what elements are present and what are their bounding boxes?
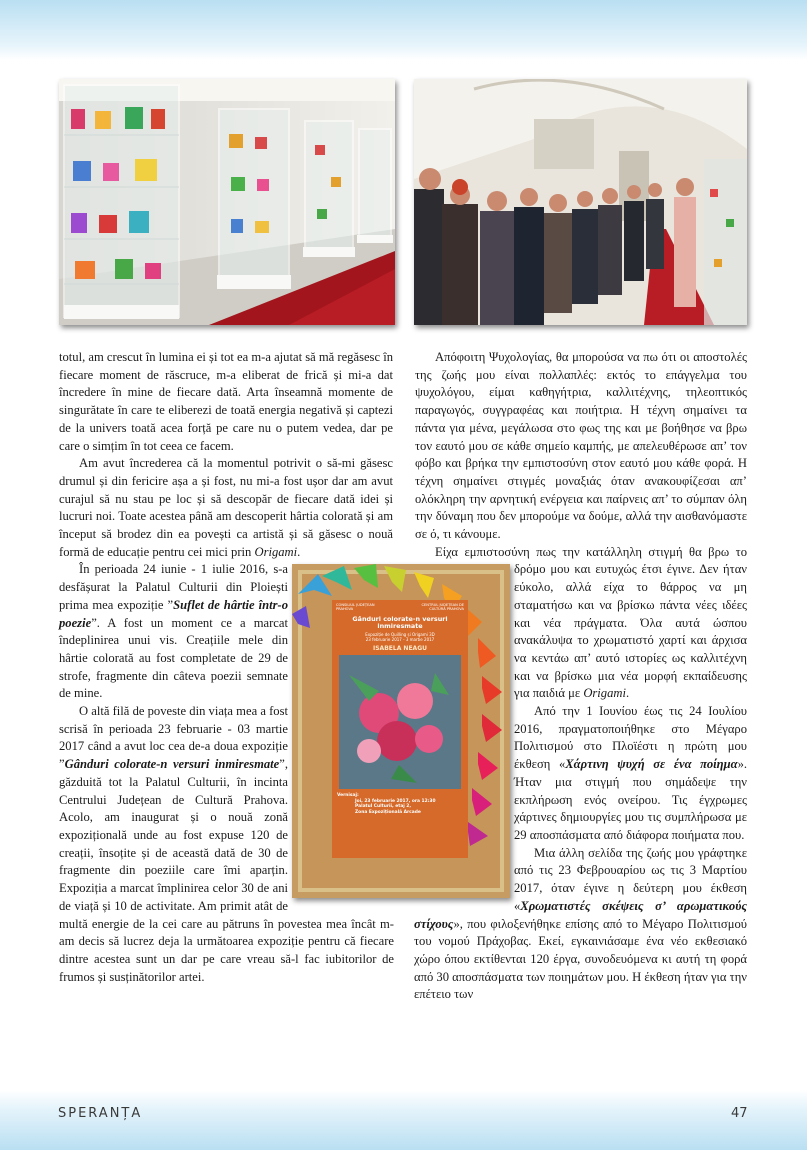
paragraph: În perioada 24 iunie - 1 iulie 2016, s-a desfășurat la Palatul Culturii din Ploiești prima mea expoziție ”Suflet de hârtie într-o poezie”. A fost un moment ce a marcat îndeplinirea unui vis. Creațiile mele din hârtie colorată au fost completate de 29 de strofe, fragmente din câteva poezii semnate de mine. [59, 562, 288, 701]
first-exhibition-title: Χάρτινη ψυχή σε ένα ποίημα [565, 757, 738, 772]
paragraph: Από την 1 Ιουνίου έως τις 24 Ιουλίου 2016, πραγματοποιήθηκε στο Μέγαρο Πολιτισμού στο Πλοϊέστι η πρώτη μου έκθεση «Χάρτινη ψυχή σε ένα ποίημα». Ήταν μια στιγμή που σημάδεψε την εκπλήρωση ενός ονείρου. Τις έγχρωμες χάρτινες δημιουργίες μου τις συμπλήρωσα με 29 αποσπάσματα από διάφορα ποιήματα που. [514, 704, 748, 842]
poster [332, 600, 468, 858]
flower-artwork [339, 655, 461, 789]
poster-org-left: CONSILIUL JUDEȚEAN PRAHOVA [336, 603, 375, 611]
origami-word: Origami [254, 544, 298, 559]
gallery-illustration [59, 79, 395, 325]
page-number: 47 [731, 1106, 748, 1121]
corridor-illustration [414, 79, 747, 325]
magazine-name: SPERANȚA [58, 1106, 143, 1121]
poster-vernisaj-line2: Palatul Culturii, etaj 2, [355, 804, 412, 810]
poster-vernisaj-line1: Joi, 23 februarie 2017, ora 12:30 [355, 798, 436, 804]
poster-vernisaj-label: Vernisaj: [337, 793, 359, 798]
paragraph: Είχα εμπιστοσύνη πως την κατάλληλη στιγμή θα βρω το δρόμο μου και ευτυχώς έτσι έγινε. Δεν ήταν εύκολο, αλλά είχα το θάρρος να μη σταματήσω και να βρίσκω πάντα νέες ιδέες και νέα πράγματα. Όλα αυτά ώσπου ανακάλυψα το χρωματιστό χαρτί και άρχισα να κεντάω απ’ αυτό ιστορίες ως καλλιτέχνη και να βρίσκω μια νέα μορφή εκπαίδευσης για παιδιά με Origami. [435, 544, 747, 701]
paragraph: Μια άλλη σελίδα της ζωής μου γράφτηκε από τις 23 Φεβρουαρίου ως τις 3 Μαρτίου 2017, όταν έγινε η δεύτερη μου έκθεση «Χρωματιστές σκέψεις σ’ αρωματικούς στίχους», που φιλοξενήθηκε επίσης από το Μέγαρο Πολιτισμού του νομού Πράχοβας. Εκεί, εγκαινιάσαμε ένα νέο εκθεσιακό χώρο όπου εκτίθενται 120 έργα, συνοδευόμενα κι αυτή τη φορά από 30 αποσπάσματα των ποιημάτων μου. Η έκθεση ήταν για την επέτειο των [414, 845, 747, 1002]
poster-subtitle: Expoziție de Quilling și Origami 3D [365, 632, 435, 637]
paragraph: Am avut încrederea că la momentul potrivit o să-mi găsesc drumul și din fericire așa a și fost, nu mi-a fost ușor dar am avut curajul să nu stau pe loc și să descopăr de fiecare dată idei și lucruri noi. Toate acestea până am descoperit hârtia colorată și am început să brodez din ea povești ca artistă și să găsesc o nouă formă de educație pentru cei mici prin Origami. [59, 456, 393, 559]
exhibition-gallery-photo [59, 79, 395, 325]
first-exhibition-title: Suflet de hârtie într-o poezie [59, 597, 288, 630]
second-exhibition-title: Gânduri colorate-n versuri inmiresmate [64, 757, 280, 772]
top-decorative-band [0, 0, 807, 60]
poster-artist: ISABELA NEAGU [373, 645, 427, 652]
second-exhibition-title: Χρωματιστές σκέψεις σ’ αρωματικούς στίχους [414, 898, 747, 931]
poster-title: Gânduri colorate-n versuri inmiresmate [352, 615, 448, 630]
poster-vernisaj-line3: Zona Expozițională Arcade [355, 809, 421, 815]
visitors-corridor-photo [414, 79, 747, 325]
exhibition-poster-photo [292, 564, 510, 898]
poster-dates: 23 februarie 2017 - 3 martie 2017 [365, 637, 435, 642]
paragraph: O altă filă de poveste din viața mea a fost scrisă în perioada 23 februarie - 03 martie 2017 când a avut loc cea de-a doua expoziție ”Gânduri colorate-n versuri inmiresmate”, găzduită tot la Palatul Culturii, în incinta Centrului Județean de Cultură Prahova. Acolo, am inaugurat și o nouă zonă expozițională unde au fost expuse 120 de creații, însoțite și de această dată de 30 de fragmente din poeziile care îmi aparțin. Expoziția a marcat împlinirea celor 30 de ani de viață și 10 de activitate. Am primit atât de multă energie de la cei care au pătruns în povestea mea încât m-am decis să lucrez deja la următoarea expoziție pentru că fiecare dintre acestea sunt un dar pe care vreau să-l fac iubitorilor de frumos și susținătorilor artei. [59, 704, 394, 984]
poster-org-right: CENTRUL JUDEȚEAN DE CULTURĂ PRAHOVA [421, 603, 464, 611]
paragraph: totul, am crescut în lumina ei și tot ea m-a ajutat să mă regăsesc în fiecare moment de răscruce, m-a eliberat de frică și mi-a dat încredere în mine de fiecare dată. Arta înseamnă momente de singurătate în care te eliberezi de toată energia negativă și captezi de la univers toată acea forță pe care nu o putem vedea, dar pe care o simțim în tot ceea ce facem. [59, 350, 393, 453]
layout-spacer [393, 349, 394, 564]
paragraph: Απόφοιτη Ψυχολογίας, θα μπορούσα να πω ότι οι αποστολές της ζωής μου είναι πολλαπλές: εκτός το επάγγελμα του ψυχολόγου, είμαι καθηγήτρια, καλλιτέχνης, τηλεοπτικός παραγωγός, συγγραφέας και ποιήτρια. Η τέχνη σημαίνει τα πάντα για μένα, μεγάλωσα στο φως της και με βοήθησε να βρω τον εαυτό μου σε κάθε σημείο καμπής, με απελευθέρωσε απ’ τον φόβο και βρήκα την εμπιστοσύνη στον εαυτό μου κάθε φορά. Η τέχνη σημαίνει στιγμές μοναξιάς όταν ανακουφίζεσαι απ’ ολόκληρη την αρνητική ενέργεια και παίρνεις απ’ το σύμπαν όλη την δύναμη που δεν μπορούμε να δούμε, αλλά την αισθανόμαστε σε ό, τι κάνουμε. [415, 350, 747, 542]
origami-word: Origami [583, 686, 626, 701]
